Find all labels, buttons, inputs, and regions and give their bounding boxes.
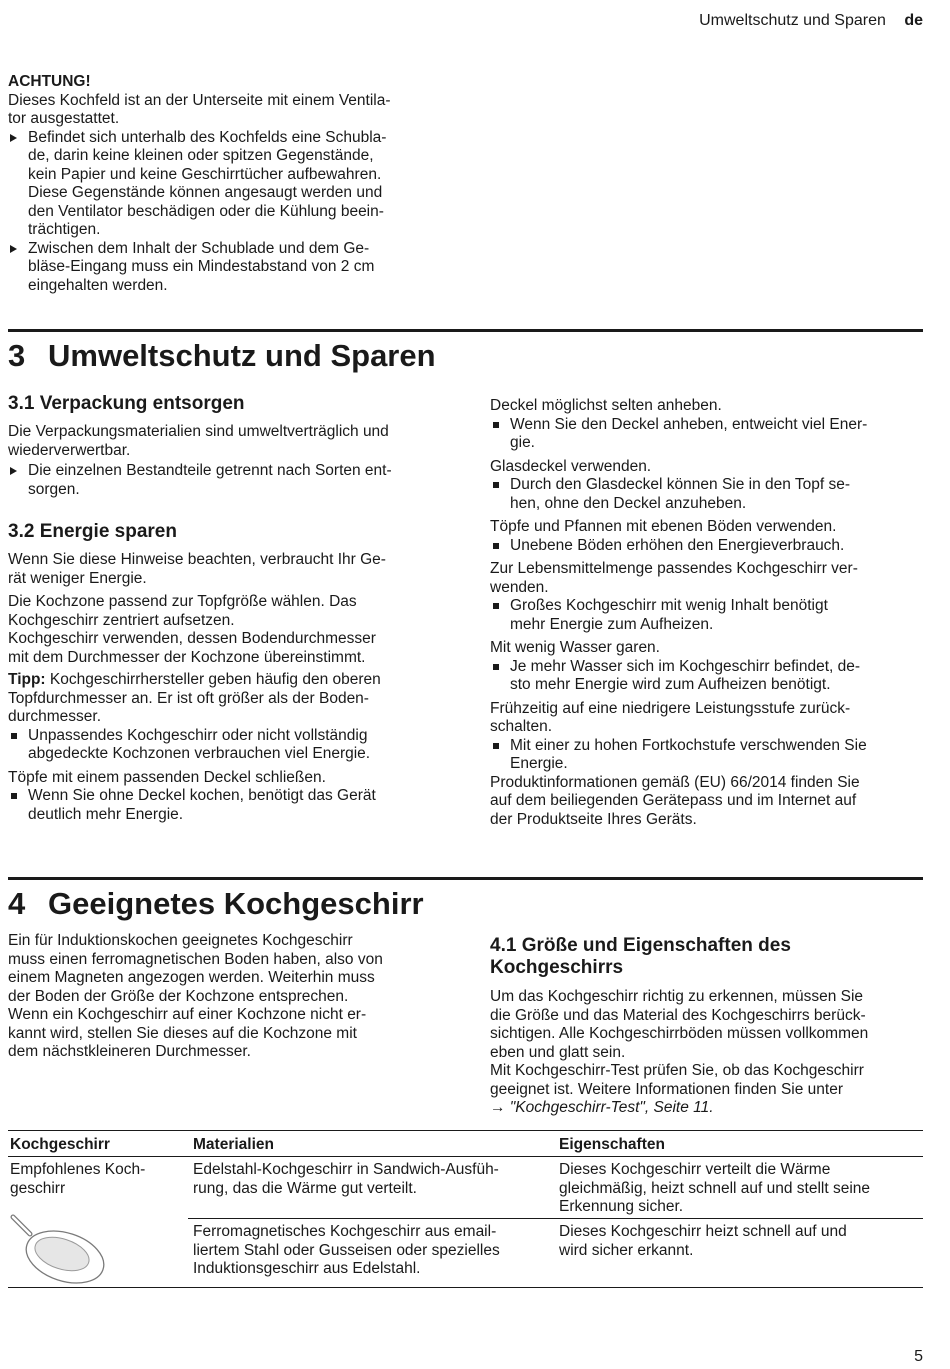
cell-line: geschirr: [10, 1179, 66, 1197]
paragraph-line: wiederverwertbar.: [8, 441, 131, 459]
paragraph-line: schalten.: [490, 718, 553, 735]
paragraph-line: auf dem beiliegenden Gerätepass und im Internet auf: [490, 792, 857, 809]
cross-reference[interactable]: [490, 1099, 930, 1118]
chapter-heading: Geeignetes Kochgeschirr: [48, 886, 424, 921]
bullet-line: kein Papier und keine Geschirrtücher aufbewahren.: [28, 165, 382, 183]
table-cell-rule: [188, 1218, 923, 1219]
table-top-rule: [8, 1130, 923, 1131]
paragraph-line: geeignet ist. Weitere Informationen finden Sie unter: [490, 1080, 843, 1098]
table-bottom-rule: [8, 1287, 923, 1288]
paragraph-line: Frühzeitig auf eine niedrigere Leistungsstufe zurück-: [490, 699, 851, 717]
list-item: [490, 476, 920, 513]
paragraph-line: Kochgeschirr verwenden, dessen Bodendurchmesser: [8, 630, 376, 647]
list-item: [490, 658, 920, 695]
bullet-line: trächtigen.: [28, 221, 101, 238]
chapter-rule: [8, 329, 923, 332]
paragraph-line: muss einen ferromagnetischen Boden haben, also von: [8, 950, 383, 968]
paragraph-line: mit dem Durchmesser der Kochzone übereinstimmt.: [8, 648, 366, 666]
bullet-line: deutlich mehr Energie.: [28, 805, 184, 823]
paragraph-line: Ein für Induktionskochen geeignetes Kochgeschirr: [8, 932, 353, 949]
chapter-3-title: [8, 338, 436, 374]
warning-block: [8, 73, 458, 295]
paragraph-line: Topfdurchmesser an. Er ist oft größer als der Boden-: [8, 689, 369, 707]
bullet-line: Mit einer zu hohen Fortkochstufe verschwenden Sie: [510, 736, 867, 754]
paragraph-line: Um das Kochgeschirr richtig zu erkennen, müssen Sie: [490, 988, 864, 1005]
bullet-line: Wenn Sie den Deckel anheben, entweicht viel Ener-: [510, 415, 868, 433]
cell-line: Dieses Kochgeschirr verteilt die Wärme: [559, 1161, 831, 1178]
paragraph-line: Mit wenig Wasser garen.: [490, 639, 660, 656]
header-lang: de: [904, 12, 923, 29]
bullet-line: Diese Gegenstände können angesaugt werden und: [28, 184, 383, 201]
cell-line: Edelstahl-Kochgeschirr in Sandwich-Ausfüh-: [193, 1161, 499, 1178]
paragraph-line: Die Verpackungsmaterialien sind umweltverträglich und: [8, 423, 389, 440]
bullet-line: sorgen.: [28, 480, 80, 498]
chapter-heading: Umweltschutz und Sparen: [48, 338, 436, 373]
paragraph-line: Produktinformationen gemäß (EU) 66/2014 finden Sie: [490, 773, 860, 791]
table-header-cookware: Kochgeschirr: [10, 1136, 110, 1153]
paragraph-line: Töpfe mit einem passenden Deckel schließen.: [8, 768, 326, 786]
warning-line: Dieses Kochfeld ist an der Unterseite mit einem Ventila-: [8, 91, 391, 109]
table-row: [193, 1161, 548, 1198]
paragraph-line: Die Kochzone passend zur Topfgröße wählen. Das: [8, 593, 357, 610]
warning-bullet: [8, 129, 458, 240]
bullet-line: Befindet sich unterhalb des Kochfelds eine Schubla-: [28, 128, 387, 146]
bullet-line: Zwischen dem Inhalt der Schublade und dem Ge-: [28, 239, 370, 257]
section-4-1: [490, 935, 930, 1118]
chapter-3-right-column: [490, 397, 920, 829]
warning-bullet: [8, 240, 458, 296]
bullet-line: mehr Energie zum Aufheizen.: [510, 615, 714, 633]
list-item: [8, 727, 458, 764]
table-header-rule: [8, 1156, 923, 1157]
bullet-line: Unebene Böden erhöhen den Energieverbrauch.: [510, 536, 845, 554]
bullet-line: Die einzelnen Bestandteile getrennt nach Sorten ent-: [28, 462, 392, 479]
cell-line: gleichmäßig, heizt schnell auf und stellt seine: [559, 1179, 871, 1197]
chapter-4-title: [8, 886, 424, 922]
table-row-label: [10, 1161, 180, 1198]
warning-line: tor ausgestattet.: [8, 110, 120, 127]
section-4-1-title: 4.1 Größe und Eigenschaften des: [490, 935, 791, 956]
arrow-icon: →: [490, 1099, 506, 1116]
bullet-line: bläse-Eingang muss ein Mindestabstand von 2 cm: [28, 258, 375, 275]
frying-pan-icon: [8, 1212, 108, 1284]
chapter-4-intro: [8, 932, 458, 1062]
bullet-line: de, darin keine kleinen oder spitzen Gegenstände,: [28, 147, 374, 164]
paragraph-line: Wenn ein Kochgeschirr auf einer Kochzone nicht er-: [8, 1006, 367, 1023]
chapter-rule: [8, 877, 923, 880]
cross-reference-link[interactable]: "Kochgeschirr-Test", Seite 11.: [505, 1099, 714, 1116]
table-row: [559, 1161, 924, 1217]
list-item: [490, 416, 920, 453]
paragraph-line: Wenn Sie diese Hinweise beachten, verbraucht Ihr Ge-: [8, 551, 386, 568]
cell-line: liertem Stahl oder Gusseisen oder spezielles: [193, 1241, 500, 1259]
paragraph-line: durchmesser.: [8, 708, 102, 725]
section-3-2-title: 3.2 Energie sparen: [8, 521, 177, 542]
cell-line: Dieses Kochgeschirr heizt schnell auf und: [559, 1223, 847, 1240]
warning-title: ACHTUNG!: [8, 73, 91, 90]
table-header-properties: Eigenschaften: [559, 1136, 665, 1153]
paragraph-line: rät weniger Energie.: [8, 569, 147, 587]
tip-line: [8, 671, 458, 690]
bullet-line: Je mehr Wasser sich im Kochgeschirr befindet, de-: [510, 657, 861, 675]
section-4-1-title: Kochgeschirrs: [490, 957, 624, 978]
bullet-line: Großes Kochgeschirr mit wenig Inhalt benötigt: [510, 597, 828, 614]
cell-line: Erkennung sicher.: [559, 1198, 684, 1215]
list-item: [490, 597, 920, 634]
bullet-line: gie.: [510, 434, 535, 451]
section-3-1-title: 3.1 Verpackung entsorgen: [8, 393, 245, 414]
chapter-number: 4: [8, 886, 26, 921]
cell-line: rung, das die Wärme gut verteilt.: [193, 1179, 417, 1197]
paragraph-line: dem nächstkleineren Durchmesser.: [8, 1043, 251, 1060]
paragraph-line: einem Magneten angezogen werden. Weiterhin muss: [8, 969, 375, 986]
tip-label: Tipp:: [8, 671, 46, 688]
bullet-line: eingehalten werden.: [28, 276, 168, 294]
paragraph-line: Glasdeckel verwenden.: [490, 457, 652, 475]
cell-line: Ferromagnetisches Kochgeschirr aus email-: [193, 1223, 497, 1240]
running-header: [699, 12, 923, 31]
chapter-3-left-column: [8, 393, 458, 824]
bullet-line: sto mehr Energie wird zum Aufheizen benötigt.: [510, 676, 831, 693]
list-item: [8, 787, 458, 824]
cell-line: Induktionsgeschirr aus Edelstahl.: [193, 1260, 421, 1277]
tip-text: Kochgeschirrhersteller geben häufig den oberen: [45, 671, 381, 688]
paragraph-line: eben und glatt sein.: [490, 1043, 626, 1061]
paragraph-line: kannt wird, stellen Sie dieses auf die Kochzone mit: [8, 1024, 357, 1042]
table-row: [559, 1223, 924, 1260]
list-item: [490, 737, 920, 774]
paragraph-line: Zur Lebensmittelmenge passendes Kochgeschirr ver-: [490, 560, 858, 577]
paragraph-line: der Produktseite Ihres Geräts.: [490, 810, 697, 828]
paragraph-line: sichtigen. Alle Kochgeschirrböden müssen vollkommen: [490, 1025, 869, 1042]
bullet-line: Durch den Glasdeckel können Sie in den Topf se-: [510, 476, 851, 493]
paragraph-line: Deckel möglichst selten anheben.: [490, 397, 722, 414]
bullet-line: hen, ohne den Deckel anzuheben.: [510, 494, 747, 512]
bullet-line: abgedeckte Kochzonen verbrauchen viel Energie.: [28, 745, 371, 762]
bullet-line: den Ventilator beschädigen oder die Kühlung beein-: [28, 202, 384, 220]
header-title: Umweltschutz und Sparen: [699, 12, 886, 29]
paragraph-line: Töpfe und Pfannen mit ebenen Böden verwenden.: [490, 518, 837, 535]
bullet-line: Wenn Sie ohne Deckel kochen, benötigt das Gerät: [28, 787, 376, 804]
paragraph-line: die Größe und das Material des Kochgeschirrs berück-: [490, 1006, 866, 1024]
paragraph-line: wenden.: [490, 578, 549, 596]
bullet-line: Energie.: [510, 755, 568, 772]
paragraph-line: Mit Kochgeschirr-Test prüfen Sie, ob das Kochgeschirr: [490, 1062, 864, 1079]
cell-line: wird sicher erkannt.: [559, 1241, 694, 1259]
paragraph-line: Kochgeschirr zentriert aufsetzen.: [8, 611, 235, 629]
bullet-line: Unpassendes Kochgeschirr oder nicht vollständig: [28, 726, 368, 744]
chapter-number: 3: [8, 338, 26, 373]
table-row: [193, 1223, 548, 1279]
cell-line: Empfohlenes Koch-: [10, 1161, 146, 1178]
page-number: 5: [914, 1348, 923, 1365]
table-header-materials: Materialien: [193, 1136, 274, 1153]
list-item: [490, 537, 920, 556]
list-item: [8, 462, 458, 499]
paragraph-line: der Boden der Größe der Kochzone entsprechen.: [8, 987, 349, 1005]
